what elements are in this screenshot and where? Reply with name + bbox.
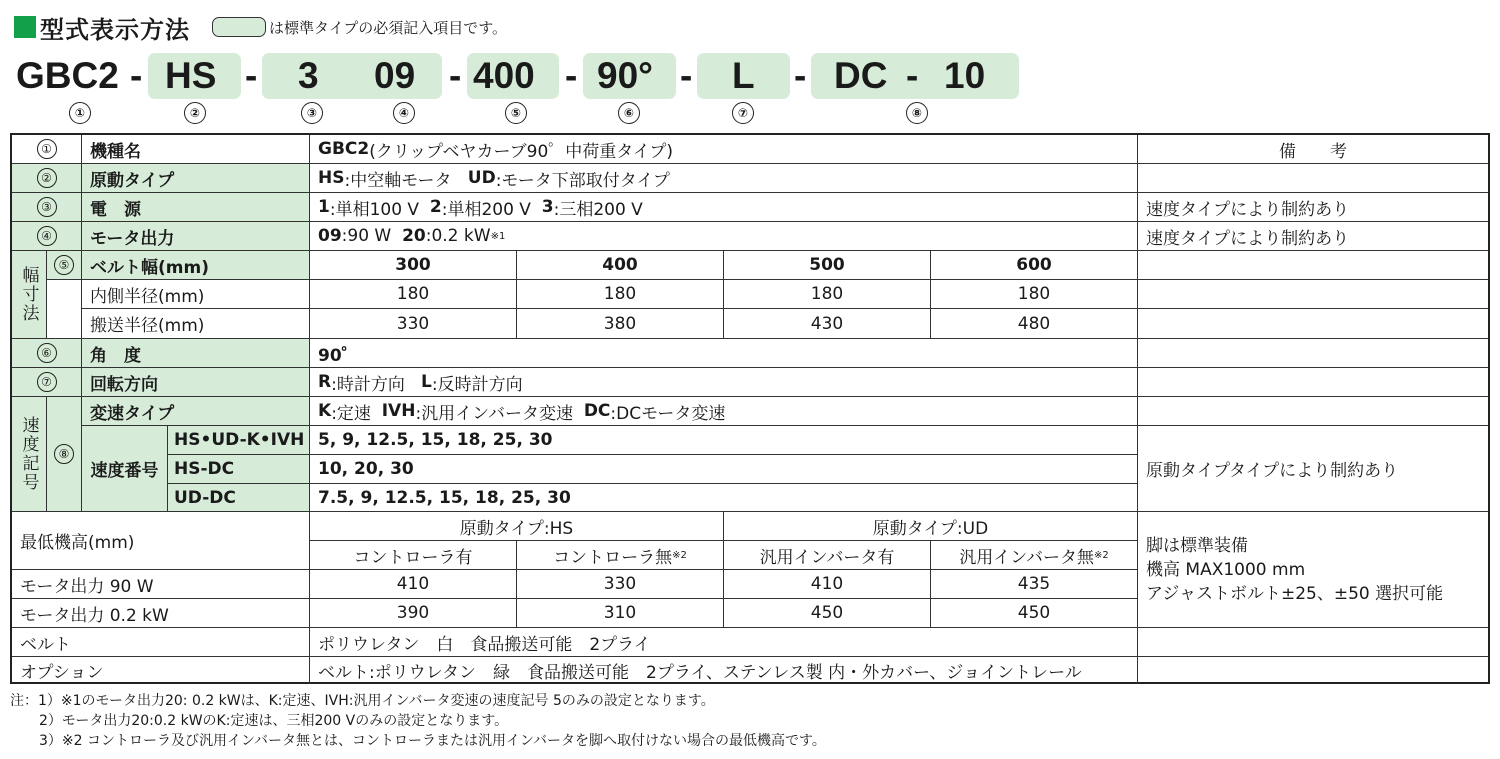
code-part: 09 — [374, 55, 416, 96]
remark-cell — [1138, 628, 1488, 657]
code-part: 10 — [944, 55, 986, 96]
code-marker: ⑧ — [906, 102, 928, 124]
legend-note: は標準タイプの必須記入項目です。 — [269, 18, 508, 37]
row-value: K :定速 IVH :汎用インバータ変速 DC :DCモータ変速 — [310, 397, 1138, 426]
height-remark — [1138, 512, 1488, 628]
blank-cell — [47, 280, 82, 339]
code-marker: ⑦ — [732, 102, 754, 124]
conveying-radius-cell: 480 — [931, 309, 1138, 339]
row-label: 機種名 — [82, 135, 310, 164]
code-dash: - — [565, 55, 578, 96]
code-marker: ① — [69, 102, 91, 124]
height-cell: 390 — [310, 599, 517, 628]
code-marker: ⑤ — [505, 102, 527, 124]
height-cell: 450 — [724, 599, 931, 628]
row-value: 09 :90 W 20 :0.2 kW ※1 — [310, 222, 1138, 251]
row-num-cell: ⑤ — [47, 251, 82, 280]
row-value: ポリウレタン 白 食品搬送可能 2プライ — [310, 628, 1138, 657]
remark-line: 機高 MAX1000 mm — [1146, 559, 1306, 580]
height-col-header: コントローラ無 ※2 — [517, 541, 724, 570]
belt-width-cell: 400 — [517, 251, 724, 280]
height-col-header: 汎用インバータ無 ※2 — [931, 541, 1138, 570]
footnote: 3）※2 コントローラ及び汎用インバータ無とは、コントローラまたは汎用インバータを脚へ取付けない場合の最低機高です。 — [39, 733, 826, 749]
row-num-cell: ③ — [12, 193, 82, 222]
height-cell: 410 — [310, 570, 517, 599]
remark-line: 脚は標準装備 — [1146, 535, 1248, 556]
height-col-header: 汎用インバータ有 — [724, 541, 931, 570]
speed-values: 10, 20, 30 — [310, 455, 1138, 484]
speed-group-label: 速度記号 — [12, 397, 47, 512]
row-value: 90゜ — [310, 339, 1138, 368]
row-num-cell: ⑧ — [47, 397, 82, 512]
footnote: 2）モータ出力20:0.2 kWのK:定速は、三相200 Vのみの設定となります。 — [39, 713, 509, 729]
row-num-cell: ④ — [12, 222, 82, 251]
height-cell: 310 — [517, 599, 724, 628]
code-dash: - — [680, 55, 693, 96]
code-marker: ② — [184, 102, 206, 124]
height-col-header: コントローラ有 — [310, 541, 517, 570]
row-label: モータ出力 0.2 kW — [12, 599, 310, 628]
code-part: 400 — [473, 55, 535, 96]
code-dash: - — [245, 55, 258, 96]
speed-values: 7.5, 9, 12.5, 15, 18, 25, 30 — [310, 484, 1138, 512]
footnote: 注：1）※1のモータ出力20: 0.2 kWは、K:定速、IVH:汎用インバータ変速の速度記号 5のみの設定となります。 — [10, 693, 715, 709]
row-num-cell: ① — [12, 135, 82, 164]
remark-cell: 原動タイプタイプにより制約あり — [1138, 426, 1488, 512]
code-dash: - — [906, 55, 919, 96]
row-label: 原動タイプ — [82, 164, 310, 193]
inner-radius-cell: 180 — [310, 280, 517, 309]
row-value: ベルト:ポリウレタン 緑 食品搬送可能 2プライ、ステンレス製 内・外カバー、ジョイントレール — [310, 657, 1138, 684]
remark-cell — [1138, 280, 1488, 309]
speed-type-label: HS•UD-K•IVH — [168, 426, 310, 455]
height-cell: 410 — [724, 570, 931, 599]
row-label: 最低機高(mm) — [12, 512, 310, 570]
code-dash: - — [449, 55, 462, 96]
row-label: 内側半径(mm) — [82, 280, 310, 309]
drive-type-hs-header: 原動タイプ:HS — [310, 512, 724, 541]
code-part: HS — [165, 55, 217, 96]
row-label: 角 度 — [82, 339, 310, 368]
height-cell: 435 — [931, 570, 1138, 599]
height-cell: 330 — [517, 570, 724, 599]
section-header — [14, 12, 507, 42]
footnotes — [10, 691, 826, 751]
code-part: GBC2 — [16, 55, 119, 96]
row-value: 1 :単相100 V 2 :単相200 V 3 :三相200 V — [310, 193, 1138, 222]
inner-radius-cell: 180 — [517, 280, 724, 309]
code-part: 3 — [298, 55, 319, 96]
remark-cell — [1138, 164, 1488, 193]
code-marker: ⑥ — [618, 102, 640, 124]
row-num-cell: ② — [12, 164, 82, 193]
remark-cell — [1138, 309, 1488, 339]
green-square-icon — [14, 16, 36, 38]
row-label: ベルト幅(mm) — [82, 251, 310, 280]
speed-values: 5, 9, 12.5, 15, 18, 25, 30 — [310, 426, 1138, 455]
code-part: L — [732, 55, 755, 96]
remark-cell: 速度タイプにより制約あり — [1138, 222, 1488, 251]
remark-cell — [1138, 339, 1488, 368]
remarks-header: 備 考 — [1138, 135, 1488, 164]
code-part: 90° — [597, 55, 653, 96]
row-value: GBC2 (クリップベヤカーブ90゜中荷重タイプ) — [310, 135, 1138, 164]
row-num-cell: ⑥ — [12, 339, 82, 368]
remark-cell — [1138, 368, 1488, 397]
section-title: 型式表示方法 — [40, 15, 190, 44]
row-num-cell: ⑦ — [12, 368, 82, 397]
inner-radius-cell: 180 — [931, 280, 1138, 309]
row-label: ベルト — [12, 628, 310, 657]
code-dash: - — [794, 55, 807, 96]
drive-type-ud-header: 原動タイプ:UD — [724, 512, 1138, 541]
remark-cell — [1138, 397, 1488, 426]
dims-group-label: 幅寸法 — [12, 251, 47, 339]
row-label: 電 源 — [82, 193, 310, 222]
conveying-radius-cell: 430 — [724, 309, 931, 339]
spec-table — [10, 133, 1490, 684]
row-label: 搬送半径(mm) — [82, 309, 310, 339]
code-marker: ④ — [393, 102, 415, 124]
row-label: モータ出力 — [82, 222, 310, 251]
conveying-radius-cell: 330 — [310, 309, 517, 339]
row-value: R :時計方向 L :反時計方向 — [310, 368, 1138, 397]
row-label: 変速タイプ — [82, 397, 310, 426]
required-item-legend-swatch — [212, 17, 266, 37]
row-label: 回転方向 — [82, 368, 310, 397]
row-label: オプション — [12, 657, 310, 684]
code-marker: ③ — [301, 102, 323, 124]
conveying-radius-cell: 380 — [517, 309, 724, 339]
height-cell: 450 — [931, 599, 1138, 628]
speed-type-label: HS-DC — [168, 455, 310, 484]
row-label: 速度番号 — [82, 426, 168, 512]
remark-line: アジャストボルト±25、±50 選択可能 — [1146, 583, 1444, 604]
row-value: HS :中空軸モータ UD :モータ下部取付タイプ — [310, 164, 1138, 193]
inner-radius-cell: 180 — [724, 280, 931, 309]
row-label: モータ出力 90 W — [12, 570, 310, 599]
speed-type-label: UD-DC — [168, 484, 310, 512]
remark-cell: 速度タイプにより制約あり — [1138, 193, 1488, 222]
belt-width-cell: 500 — [724, 251, 931, 280]
remark-cell — [1138, 657, 1488, 684]
belt-width-cell: 300 — [310, 251, 517, 280]
code-part: DC — [834, 55, 888, 96]
belt-width-cell: 600 — [931, 251, 1138, 280]
code-dash: - — [130, 55, 143, 96]
remark-cell — [1138, 251, 1488, 280]
